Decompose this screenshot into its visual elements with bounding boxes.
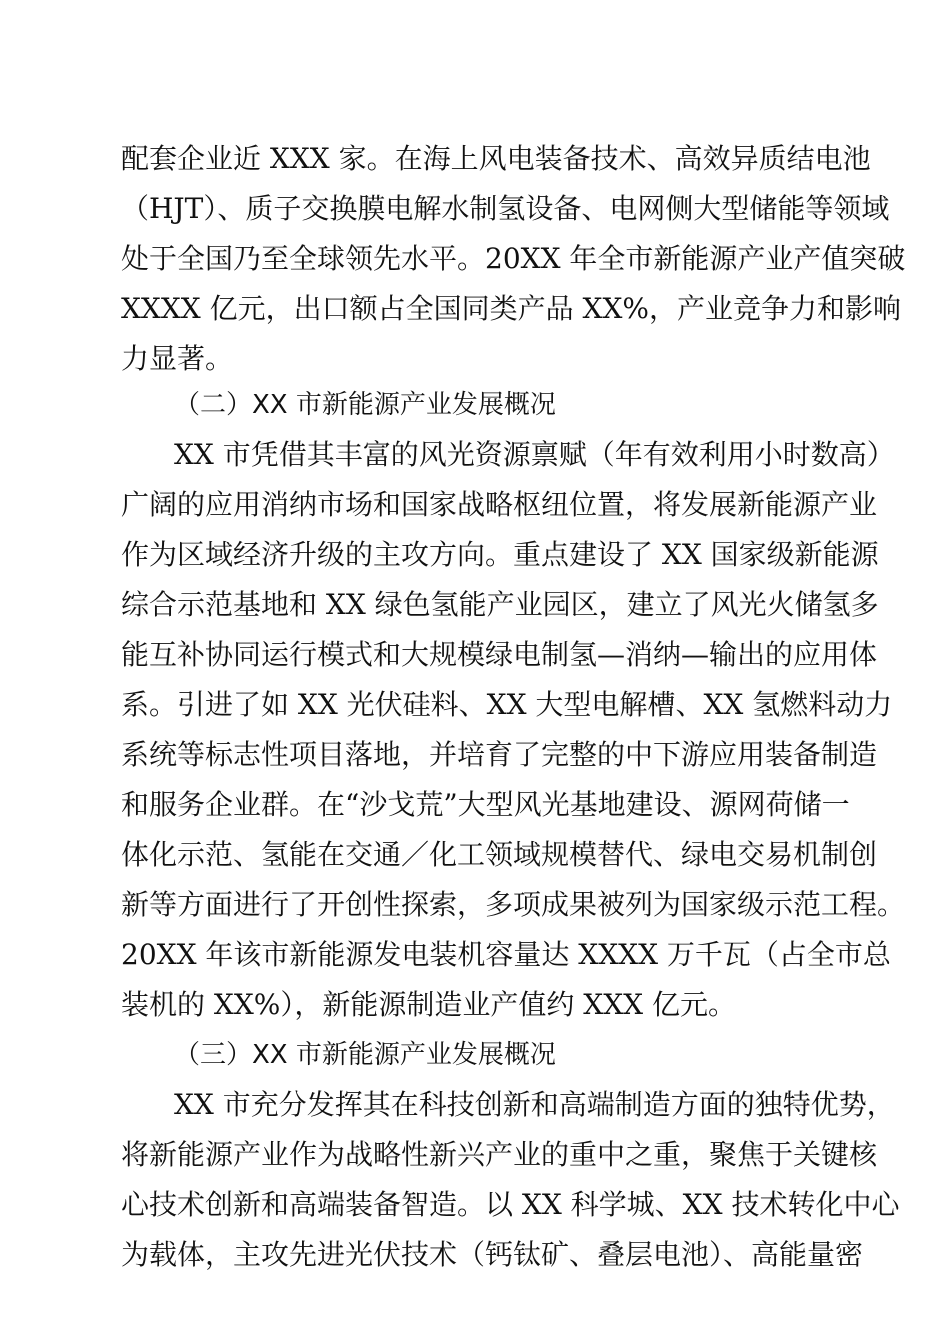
- paragraph-2-line-10: 新等方面进行了开创性探索，多项成果被列为国家级示范工程。: [121, 888, 906, 921]
- paragraph-2-line-4: 综合示范基地和 XX 绿色氢能产业园区，建立了风光火储氢多: [121, 588, 879, 621]
- paragraph-3-line-4: 为载体，主攻先进光伏技术（钙钛矿、叠层电池）、高能量密: [121, 1238, 864, 1271]
- paragraph-2-line-12: 装机的 XX%），新能源制造业产值约 XXX 亿元。: [121, 988, 736, 1021]
- paragraph-2-line-1: XX 市凭借其丰富的风光资源禀赋（年有效利用小时数高）: [174, 438, 895, 471]
- paragraph-2-line-2: 广阔的应用消纳市场和国家战略枢纽位置，将发展新能源产业: [121, 488, 878, 521]
- paragraph-1-line-1: 配套企业近 XXX 家。在海上风电装备技术、高效异质结电池: [121, 142, 871, 175]
- paragraph-1-line-4: XXXX 亿元，出口额占全国同类产品 XX%，产业竞争力和影响: [121, 292, 902, 325]
- paragraph-2-line-8: 和服务企业群。在“沙戈荒”大型风光基地建设、源网荷储一: [121, 788, 850, 821]
- paragraph-2-line-11: 20XX 年该市新能源发电装机容量达 XXXX 万千瓦（占全市总: [121, 938, 891, 971]
- section-heading-3: （三）XX 市新能源产业发展概况: [174, 1040, 556, 1070]
- paragraph-2-line-5: 能互补协同运行模式和大规模绿电制氢—消纳—输出的应用体: [121, 638, 878, 671]
- paragraph-2-line-3: 作为区域经济升级的主攻方向。重点建设了 XX 国家级新能源: [121, 538, 879, 571]
- paragraph-2-line-9: 体化示范、氢能在交通／化工领域规模替代、绿电交易机制创: [121, 838, 878, 871]
- paragraph-3-line-1: XX 市充分发挥其在科技创新和高端制造方面的独特优势，: [174, 1088, 895, 1121]
- section-heading-2: （二）XX 市新能源产业发展概况: [174, 390, 556, 420]
- paragraph-3-line-3: 心技术创新和高端装备智造。以 XX 科学城、XX 技术转化中心: [121, 1188, 900, 1221]
- paragraph-2-line-7: 系统等标志性项目落地，并培育了完整的中下游应用装备制造: [121, 738, 878, 771]
- paragraph-1-line-2: （HJT）、质子交换膜电解水制氢设备、电网侧大型储能等领域: [121, 192, 890, 225]
- paragraph-3-line-2: 将新能源产业作为战略性新兴产业的重中之重，聚焦于关键核: [121, 1138, 878, 1171]
- paragraph-1-line-5: 力显著。: [121, 342, 234, 375]
- paragraph-2-line-6: 系。引进了如 XX 光伏硅料、XX 大型电解槽、XX 氢燃料动力: [121, 688, 893, 721]
- paragraph-1-line-3: 处于全国乃至全球领先水平。20XX 年全市新能源产业产值突破: [121, 242, 906, 275]
